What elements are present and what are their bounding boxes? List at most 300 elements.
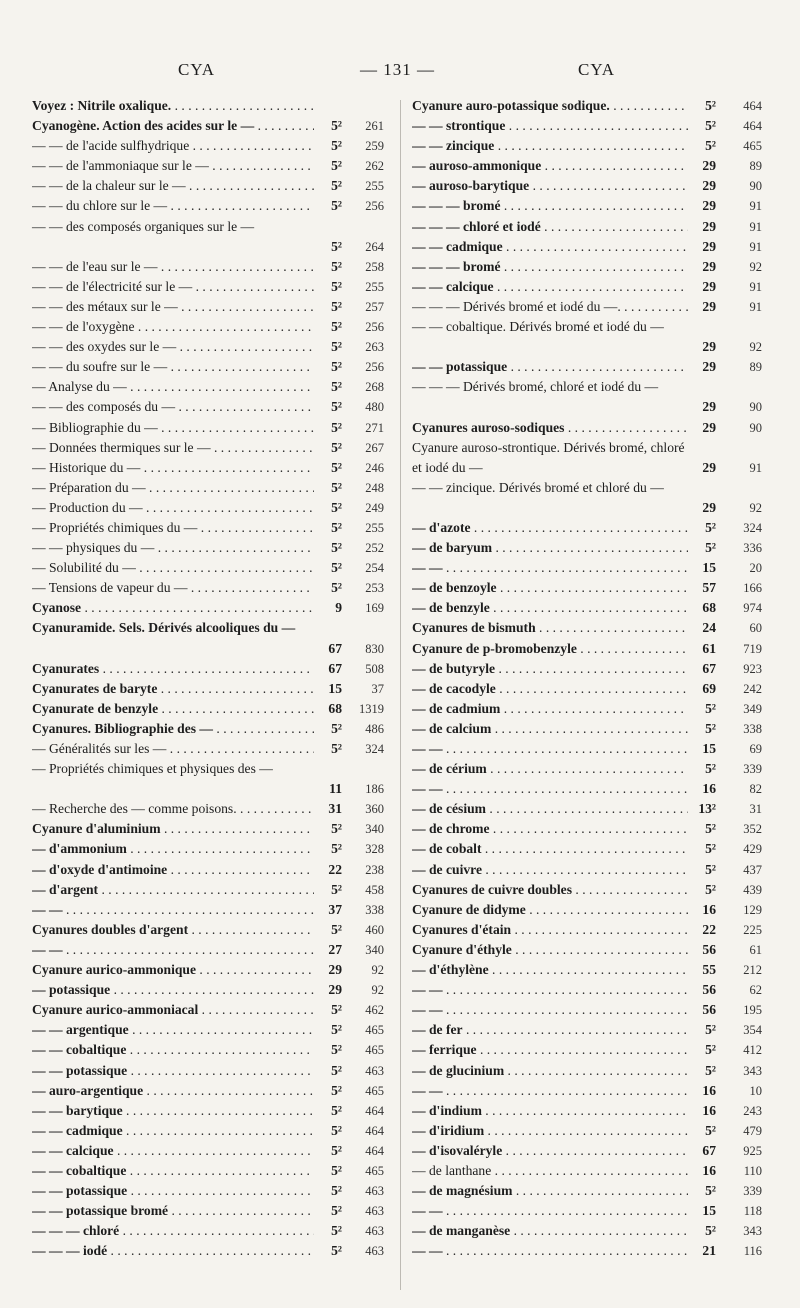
index-entry: [32, 980, 390, 1000]
page-reference: 31: [749, 802, 762, 817]
entry-text: — de fer . . .: [412, 1020, 688, 1040]
page-reference: 252: [365, 541, 384, 556]
entry-text: — d'azote . . .: [412, 518, 688, 538]
entry-text: — Recherche des — comme poisons. . . .: [32, 799, 314, 819]
index-entry: [412, 759, 762, 779]
index-entry: [32, 759, 390, 799]
page-reference: 261: [365, 119, 384, 134]
entry-text: — — du chlore sur le — . . .: [32, 196, 314, 216]
volume-number: 5²: [331, 298, 342, 314]
volume-number: 24: [702, 620, 716, 636]
page-reference: 255: [365, 179, 384, 194]
volume-number: 5²: [331, 1162, 342, 1178]
volume-number: 29: [702, 158, 716, 174]
index-entry: [32, 900, 390, 920]
entry-text: Cyanurates . . .: [32, 659, 314, 679]
entry-text: Cyanurate de benzyle . . .: [32, 699, 314, 719]
index-entry: [412, 237, 762, 257]
entry-text: Cyanure aurico-ammoniacal . . .: [32, 1000, 314, 1020]
page-reference: 92: [371, 983, 384, 998]
volume-number: 5²: [331, 580, 342, 596]
index-entry: [32, 1081, 390, 1101]
page-reference: 462: [365, 1003, 384, 1018]
index-entry: [412, 1181, 762, 1201]
page-reference: 465: [365, 1023, 384, 1038]
volume-number: 5²: [705, 540, 716, 556]
entry-text: — — calcique . . .: [412, 277, 688, 297]
page-reference: 463: [365, 1204, 384, 1219]
index-entry: [32, 458, 390, 478]
volume-number: 5²: [331, 1183, 342, 1199]
entry-text: — — cadmique . . .: [32, 1121, 314, 1141]
index-entry: [412, 900, 762, 920]
entry-text: Voyez : Nitrile oxalique. . . .: [32, 96, 314, 116]
volume-number: 5²: [331, 741, 342, 756]
page-reference: 256: [365, 320, 384, 335]
entry-text: — — . . .: [32, 940, 314, 960]
index-entry: [32, 136, 390, 156]
page-reference: 463: [365, 1063, 384, 1078]
page-reference: 464: [365, 1143, 384, 1158]
page-reference: 259: [365, 139, 384, 154]
entry-text: — de glucinium . . .: [412, 1061, 688, 1081]
page-reference: 354: [743, 1023, 762, 1038]
page-reference: 412: [743, 1043, 762, 1058]
volume-number: 16: [702, 1162, 716, 1178]
volume-number: 5²: [331, 278, 342, 294]
page-reference: 465: [365, 1163, 384, 1178]
volume-number: 22: [328, 861, 342, 877]
page-reference: 974: [743, 601, 762, 616]
entry-text: — d'isovaléryle . . .: [412, 1141, 688, 1161]
entry-text: — d'éthylène . . .: [412, 960, 688, 980]
entry-text: — — physiques du — . . .: [32, 538, 314, 558]
volume-number: 16: [702, 781, 716, 797]
index-entry: [412, 438, 762, 478]
entry-text: Cyanure d'aluminium . . .: [32, 819, 314, 839]
page-reference: 437: [743, 862, 762, 877]
index-entry: [32, 1000, 390, 1020]
page-reference: 480: [365, 400, 384, 415]
page-reference: 349: [743, 701, 762, 716]
entry-text: — — de l'oxygène . . .: [32, 317, 314, 337]
page-reference: 719: [743, 641, 762, 656]
volume-number: 37: [328, 901, 342, 917]
page-reference: 110: [743, 1163, 762, 1178]
entry-text: — de manganèse . . .: [412, 1221, 688, 1241]
right-index-column: [412, 96, 762, 1261]
index-entry: [32, 156, 390, 176]
page-reference: 90: [749, 400, 762, 415]
index-entry: [412, 1161, 762, 1181]
entry-text: — — . . .: [412, 1081, 688, 1101]
index-entry: [32, 960, 390, 980]
volume-number: 5²: [331, 379, 342, 395]
volume-number: 13²: [698, 801, 716, 817]
index-entry: [32, 1241, 390, 1261]
page-reference: 352: [743, 822, 762, 837]
index-entry: [412, 699, 762, 719]
index-entry: [412, 839, 762, 859]
entry-text: — — . . .: [412, 1241, 688, 1261]
index-entry: [32, 920, 390, 940]
entry-text: — de magnésium . . .: [412, 1181, 688, 1201]
index-entry: [412, 819, 762, 839]
volume-number: 5²: [331, 841, 342, 857]
entry-text: — — du soufre sur le — . . .: [32, 357, 314, 377]
index-entry: [412, 1241, 762, 1261]
page-reference: 463: [365, 1184, 384, 1199]
index-entry: [32, 1020, 390, 1040]
entry-text: — Analyse du — . . .: [32, 377, 314, 397]
header-left-keyword: CYA: [178, 60, 216, 79]
page-reference: 242: [743, 681, 762, 696]
index-entry: [32, 217, 390, 257]
volume-number: 5²: [705, 881, 716, 897]
volume-number: 29: [702, 198, 716, 214]
entry-text: — — barytique . . .: [32, 1101, 314, 1121]
page-reference: 91: [749, 219, 762, 234]
index-entry: [412, 558, 762, 578]
index-entry: [32, 598, 390, 618]
entry-text: — — zincique . . .: [412, 136, 688, 156]
index-entry: [412, 1000, 762, 1020]
entry-text: — — potassique . . .: [412, 357, 688, 377]
entry-text: — d'ammonium . . .: [32, 839, 314, 859]
volume-number: 56: [702, 1002, 716, 1018]
volume-number: 5²: [705, 138, 716, 154]
index-entry: [412, 297, 762, 317]
volume-number: 29: [702, 258, 716, 274]
index-entry: [412, 196, 762, 216]
page-reference: 339: [743, 762, 762, 777]
volume-number: 5²: [331, 560, 342, 576]
volume-number: 29: [702, 459, 716, 475]
volume-number: 9: [335, 600, 342, 616]
entry-text: — — de l'ammoniaque sur le — . . .: [32, 156, 314, 176]
volume-number: 5²: [331, 1022, 342, 1038]
volume-number: 5²: [705, 1122, 716, 1138]
entry-text: — de chrome . . .: [412, 819, 688, 839]
index-entry: [32, 176, 390, 196]
index-entry: [32, 297, 390, 317]
volume-number: 29: [702, 499, 716, 515]
page-reference: 62: [749, 983, 762, 998]
page-reference: 225: [743, 922, 762, 937]
entry-text: — de calcium . . .: [412, 719, 688, 739]
page-reference: 324: [365, 742, 384, 756]
volume-number: 5²: [331, 519, 342, 535]
entry-text: Cyanure de didyme . . .: [412, 900, 688, 920]
index-entry: [412, 1221, 762, 1241]
index-entry: [412, 116, 762, 136]
index-entry: [32, 438, 390, 458]
entry-text: — — . . .: [412, 739, 688, 759]
entry-text: — de cobalt . . .: [412, 839, 688, 859]
index-entry: [32, 1061, 390, 1081]
page-reference: 479: [743, 1123, 762, 1138]
entry-text: — Données thermiques sur le — . . .: [32, 438, 314, 458]
entry-text: Cyanures doubles d'argent . . .: [32, 920, 314, 940]
page-reference: 129: [743, 902, 762, 917]
volume-number: 68: [328, 700, 342, 716]
page-reference: 92: [371, 963, 384, 978]
page-reference: 1319: [359, 701, 384, 716]
page-reference: 249: [365, 500, 384, 515]
entry-text: Cyanures. Bibliographie des — . . .: [32, 719, 314, 739]
entry-text: — auroso-barytique . . .: [412, 176, 688, 196]
page-number: — 131 —: [360, 60, 435, 79]
volume-number: 5²: [331, 258, 342, 274]
page-reference: 267: [365, 440, 384, 455]
page-reference: 925: [743, 1143, 762, 1158]
index-entry: [32, 397, 390, 417]
volume-number: 5²: [331, 118, 342, 134]
entry-text: — d'oxyde d'antimoine . . .: [32, 860, 314, 880]
index-entry: [412, 960, 762, 980]
volume-number: 5²: [331, 499, 342, 515]
volume-number: 5²: [331, 319, 342, 335]
index-entry: [32, 1040, 390, 1060]
volume-number: 68: [702, 600, 716, 616]
index-entry: [32, 618, 390, 658]
entry-text: — d'indium . . .: [412, 1101, 688, 1121]
page-reference: 463: [365, 1224, 384, 1239]
volume-number: 5²: [705, 1022, 716, 1038]
page-reference: 464: [743, 99, 762, 113]
index-entry: [412, 719, 762, 739]
index-entry: [412, 1141, 762, 1161]
index-entry: [412, 578, 762, 598]
page-reference: 166: [743, 581, 762, 596]
index-entry: [32, 116, 390, 136]
entry-text: — de cérium . . .: [412, 759, 688, 779]
page-reference: 439: [743, 882, 762, 897]
index-entry: [412, 659, 762, 679]
volume-number: 5²: [331, 1122, 342, 1138]
volume-number: 5²: [331, 1042, 342, 1058]
entry-text: — — cobaltique. Dérivés bromé et iodé du —: [412, 319, 664, 335]
volume-number: 5²: [331, 138, 342, 154]
entry-text: — Préparation du — . . .: [32, 478, 314, 498]
volume-number: 29: [328, 962, 342, 978]
entry-text: — de benzyle . . .: [412, 598, 688, 618]
volume-number: 5²: [331, 921, 342, 937]
entry-text: — potassique . . .: [32, 980, 314, 1000]
index-entry: [412, 357, 762, 377]
volume-number: 5²: [331, 339, 342, 355]
page-reference: 91: [749, 239, 762, 254]
index-entry: [32, 196, 390, 216]
volume-number: 69: [702, 680, 716, 696]
index-entry: [412, 1081, 762, 1101]
entry-text: — — — bromé . . .: [412, 196, 688, 216]
index-entry: [32, 1101, 390, 1121]
volume-number: 56: [702, 941, 716, 957]
entry-text: — Production du — . . .: [32, 498, 314, 518]
volume-number: 5²: [705, 700, 716, 716]
volume-number: 5²: [705, 720, 716, 736]
index-entry: [32, 478, 390, 498]
volume-number: 5²: [331, 479, 342, 495]
index-entry: [412, 1040, 762, 1060]
index-entry: [412, 799, 762, 819]
index-entry: [412, 779, 762, 799]
page-reference: 10: [749, 1083, 762, 1098]
page-reference: 338: [743, 721, 762, 736]
volume-number: 29: [702, 399, 716, 415]
volume-number: 67: [328, 640, 342, 656]
index-entry: [32, 659, 390, 679]
index-entry: [32, 317, 390, 337]
index-entry: [412, 940, 762, 960]
entry-text: — — . . .: [412, 1201, 688, 1221]
page-reference: 89: [749, 159, 762, 174]
entry-text: — — — Dérivés bromé, chloré et iodé du —: [412, 379, 659, 395]
index-entry: [412, 518, 762, 538]
volume-number: 67: [702, 660, 716, 676]
index-entry: [412, 920, 762, 940]
volume-number: 56: [702, 982, 716, 998]
page-reference: 258: [365, 259, 384, 274]
page-reference: 338: [365, 902, 384, 917]
entry-text: — — potassique . . .: [32, 1061, 314, 1081]
volume-number: 55: [702, 962, 716, 978]
volume-number: 5²: [331, 439, 342, 455]
page-reference: 255: [365, 520, 384, 535]
volume-number: 15: [702, 1203, 716, 1219]
page-reference: 465: [365, 1083, 384, 1098]
volume-number: 5²: [331, 399, 342, 415]
volume-number: 29: [702, 419, 716, 435]
page-reference: 460: [365, 922, 384, 937]
entry-text: — de lanthane . . .: [412, 1161, 688, 1181]
volume-number: 29: [702, 218, 716, 234]
page-reference: 116: [743, 1244, 762, 1259]
entry-text: — de benzoyle . . .: [412, 578, 688, 598]
volume-number: 16: [702, 1102, 716, 1118]
index-entry: [32, 518, 390, 538]
entry-text: — — des composés du — . . .: [32, 397, 314, 417]
volume-number: 29: [328, 982, 342, 998]
volume-number: 67: [328, 660, 342, 676]
page-reference: 458: [365, 882, 384, 897]
entry-text: Cyanures d'étain . . .: [412, 920, 688, 940]
page-reference: 92: [749, 259, 762, 274]
index-entry: [412, 1101, 762, 1121]
volume-number: 5²: [705, 821, 716, 837]
page-reference: 465: [365, 1043, 384, 1058]
index-entry: [412, 176, 762, 196]
page-reference: 343: [743, 1224, 762, 1239]
volume-number: 5²: [331, 1002, 342, 1018]
index-entry: [32, 1181, 390, 1201]
left-index-column: [32, 96, 390, 1261]
page-header: [0, 60, 800, 84]
volume-number: 5²: [331, 359, 342, 375]
entry-text: Cyanuramide. Sels. Dérivés alcooliques du —: [32, 620, 296, 636]
volume-number: 15: [328, 680, 342, 696]
page-reference: 92: [749, 500, 762, 515]
page-reference: 169: [365, 601, 384, 616]
page-reference: 263: [365, 340, 384, 355]
volume-number: 5²: [331, 1243, 342, 1259]
index-entry: [412, 860, 762, 880]
page-reference: 20: [749, 561, 762, 576]
index-entry: [32, 96, 390, 116]
index-entry: [412, 478, 762, 518]
page-reference: 340: [365, 822, 384, 837]
index-entry: [412, 1121, 762, 1141]
volume-number: 5²: [705, 118, 716, 134]
volume-number: 22: [702, 921, 716, 937]
entry-text: Cyanures auroso-sodiques . . .: [412, 418, 688, 438]
volume-number: 5²: [331, 1142, 342, 1158]
volume-number: 5²: [331, 1062, 342, 1078]
entry-text: Cyanure aurico-ammonique . . .: [32, 960, 314, 980]
volume-number: 5²: [705, 761, 716, 777]
page-reference: 463: [365, 1244, 384, 1259]
page-reference: 82: [749, 782, 762, 797]
entry-text: Cyanure d'éthyle . . .: [412, 940, 688, 960]
volume-number: 15: [702, 741, 716, 756]
volume-number: 5²: [331, 158, 342, 174]
index-entry: [32, 337, 390, 357]
entry-text: Cyanure de p-bromobenzyle . . .: [412, 639, 688, 659]
entry-text: — — de la chaleur sur le — . . .: [32, 176, 314, 196]
index-entry: [412, 317, 762, 357]
volume-number: 67: [702, 1142, 716, 1158]
page-reference: 195: [743, 1003, 762, 1018]
entry-text: — — — chloré . . .: [32, 1221, 314, 1241]
index-entry: [412, 739, 762, 759]
entry-text: — — . . .: [412, 980, 688, 1000]
page-reference: 243: [743, 1103, 762, 1118]
index-entry: [32, 257, 390, 277]
entry-text: — — cobaltique . . .: [32, 1161, 314, 1181]
index-entry: [32, 538, 390, 558]
index-entry: [412, 1201, 762, 1221]
page-reference: 253: [365, 581, 384, 596]
page-reference: 256: [365, 199, 384, 214]
page-reference: 238: [365, 862, 384, 877]
entry-text: — Solubilité du — . . .: [32, 558, 314, 578]
volume-number: 61: [702, 640, 716, 656]
page-reference: 264: [365, 239, 384, 254]
page-reference: 255: [365, 279, 384, 294]
index-entry: [32, 1221, 390, 1241]
volume-number: 21: [702, 1243, 716, 1259]
volume-number: 5²: [705, 861, 716, 877]
page-reference: 118: [743, 1204, 762, 1219]
volume-number: 5²: [705, 98, 716, 113]
volume-number: 5²: [331, 419, 342, 435]
volume-number: 5²: [705, 1183, 716, 1199]
volume-number: 5²: [705, 1223, 716, 1239]
index-entry: [32, 1141, 390, 1161]
entry-text: — Tensions de vapeur du — . . .: [32, 578, 314, 598]
index-entry: [32, 277, 390, 297]
index-entry: [32, 719, 390, 739]
index-entry: [32, 377, 390, 397]
entry-text: — — — Dérivés bromé et iodé du —. . . .: [412, 297, 688, 317]
entry-text: — — . . .: [412, 558, 688, 578]
volume-number: 16: [702, 1082, 716, 1098]
page-reference: 60: [749, 621, 762, 636]
index-entry: [32, 739, 390, 759]
index-entry: [412, 277, 762, 297]
index-entry: [32, 679, 390, 699]
